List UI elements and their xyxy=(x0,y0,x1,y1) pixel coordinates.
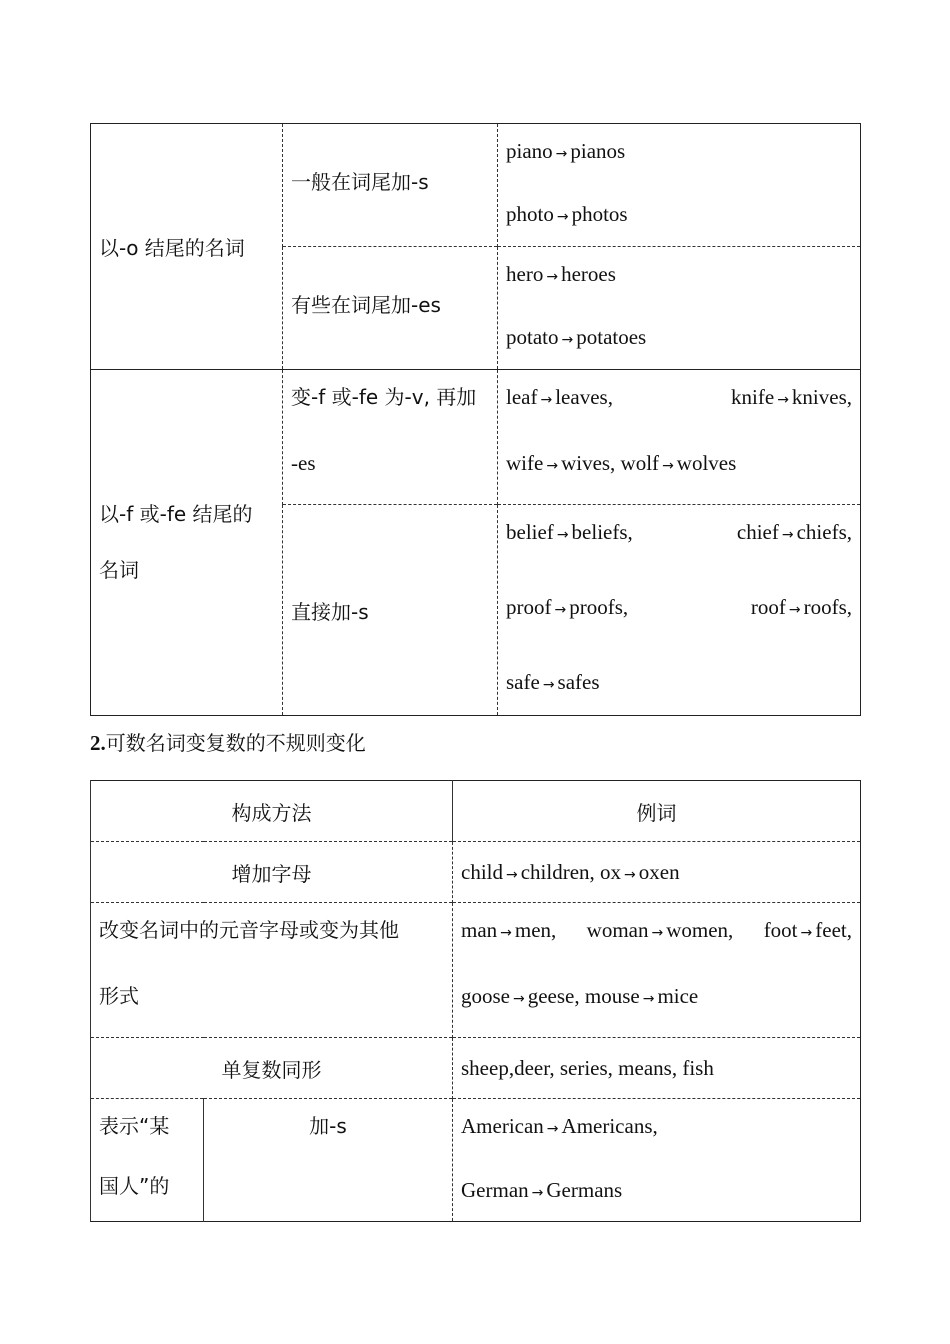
example-word: potato → potatoes xyxy=(506,325,647,349)
example-word: photo → photos xyxy=(506,202,628,226)
category-nationality: 表示“某 国人”的 xyxy=(91,1099,204,1222)
examples-add-s xyxy=(498,124,861,247)
category-f-ending: 以-f 或-fe 结尾的 名词 xyxy=(91,370,283,716)
header-method: 构成方法 xyxy=(91,781,453,842)
method-add-letters: 增加字母 xyxy=(91,842,453,903)
table-row xyxy=(91,124,861,247)
example-word: piano → pianos xyxy=(506,139,626,163)
example-word: goose → geese, mouse → mice xyxy=(461,984,699,1008)
examples-vowel-change xyxy=(453,903,861,1038)
rule-add-s: 一般在词尾加-s xyxy=(283,124,498,247)
examples-add-s-direct xyxy=(498,505,861,716)
irregular-plural-table xyxy=(90,780,861,1222)
method-vowel-change: 改变名词中的元音字母或变为其他 形式 xyxy=(91,903,453,1038)
example-word: foot → feet, xyxy=(763,918,852,942)
example-word: wife → wives, wolf → wolves xyxy=(506,451,737,475)
example-word: leaf → leaves, xyxy=(506,385,613,409)
example-word: roof → roofs, xyxy=(750,595,852,619)
examples-f-to-v xyxy=(498,370,861,505)
table-row xyxy=(91,842,861,903)
example-word: proof → proofs, xyxy=(506,595,629,619)
rule-f-to-v: 变-f 或-fe 为-v, 再加 -es xyxy=(283,370,498,505)
table-row xyxy=(91,903,861,1038)
rule-add-es: 有些在词尾加-es xyxy=(283,247,498,370)
example-word: American → Americans, xyxy=(461,1114,658,1138)
plural-rules-table xyxy=(90,123,861,716)
table-row xyxy=(91,1038,861,1099)
example-word: safe → safes xyxy=(506,670,600,694)
examples-nationality xyxy=(453,1099,861,1222)
table-header-row xyxy=(91,781,861,842)
example-word: German → Germans xyxy=(461,1178,623,1202)
example-word: woman → women, xyxy=(586,918,734,942)
example-word: hero → heroes xyxy=(506,262,616,286)
example-word: chief → chiefs, xyxy=(736,520,852,544)
table-row xyxy=(91,370,861,505)
example-word: knife → knives, xyxy=(731,385,852,409)
section-heading: 2.可数名词变复数的不规则变化 xyxy=(90,731,366,755)
table-row xyxy=(91,1099,861,1222)
examples-add-es xyxy=(498,247,861,370)
examples-same-form: sheep,deer, series, means, fish xyxy=(453,1038,861,1099)
rule-add-s-direct: 直接加-s xyxy=(283,505,498,716)
example-word: man → men, xyxy=(461,918,557,942)
method-add-s-nationality: 加-s xyxy=(204,1099,453,1222)
header-examples: 例词 xyxy=(453,781,861,842)
example-word: belief → beliefs, xyxy=(506,520,633,544)
method-same-form: 单复数同形 xyxy=(91,1038,453,1099)
examples-add-letters: child → children, ox → oxen xyxy=(453,842,861,903)
category-o-ending: 以-o 结尾的名词 xyxy=(91,124,283,370)
